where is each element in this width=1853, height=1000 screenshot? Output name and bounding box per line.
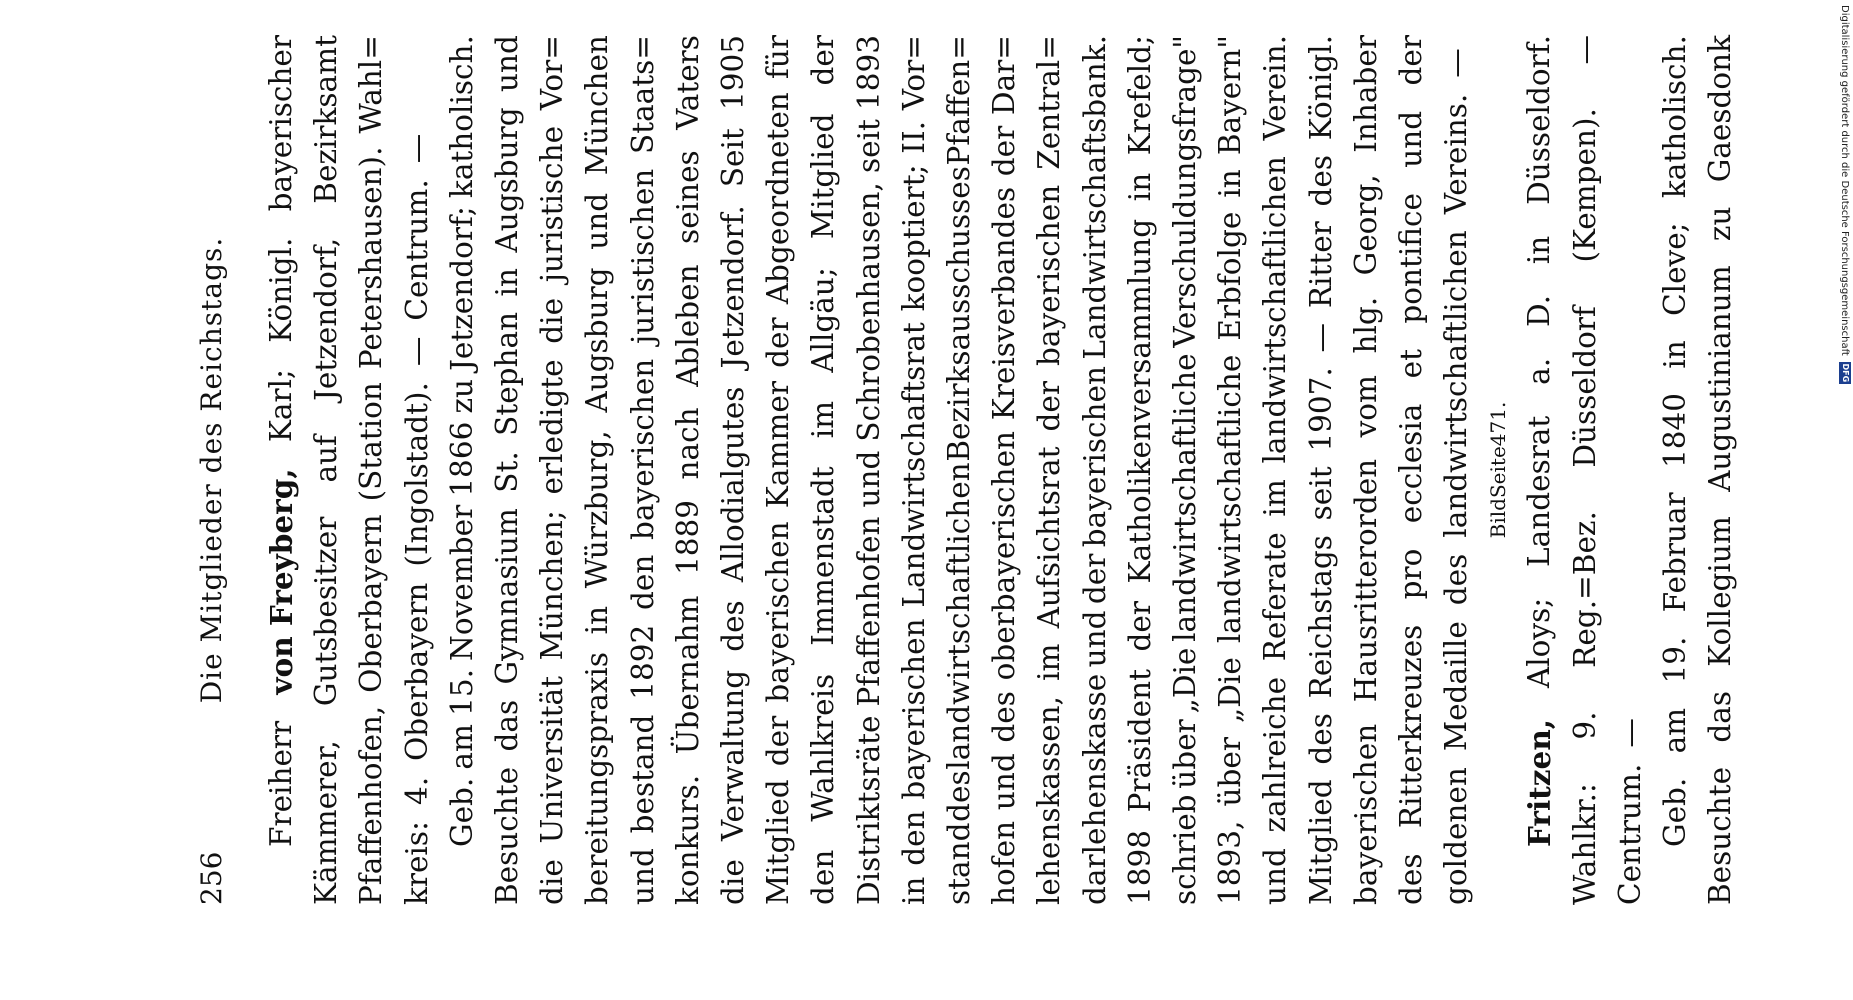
word: Karl; (264, 369, 298, 443)
digitization-credit (1839, 5, 1851, 384)
word: 471. (1486, 401, 1511, 447)
word: juristische (535, 125, 570, 283)
word: und (625, 848, 660, 905)
word: Landesrat (1522, 415, 1557, 567)
word: Medaille (1439, 621, 1474, 752)
word: Augustinianum (1703, 265, 1738, 492)
word: Aloys; (1522, 597, 1557, 689)
word: Inhaber (1348, 35, 1383, 153)
word: Düsseldorf (1567, 306, 1602, 468)
word: Abgeordneten (761, 92, 796, 305)
word: Jetzendorf. (716, 205, 751, 369)
word: 1905 (716, 35, 751, 111)
word: — (399, 133, 434, 164)
word: das (490, 699, 525, 752)
word: Gutsbesitzer (309, 516, 344, 707)
word: landwirtschaftliche (1168, 353, 1203, 642)
word: des (1394, 853, 1429, 905)
word: den (625, 554, 660, 611)
word: der (761, 715, 796, 767)
word: den (806, 849, 841, 905)
word: über (1168, 719, 1203, 789)
word: und (1077, 610, 1112, 668)
word: Verwaltung (716, 669, 751, 842)
word: 1893 (851, 35, 886, 111)
word: Referate (1258, 532, 1293, 662)
word: am (444, 724, 479, 770)
word: hofen (987, 820, 1022, 905)
text-line (1479, 35, 1517, 905)
text-line (847, 35, 892, 905)
word: — (399, 336, 434, 367)
word: des (987, 691, 1022, 743)
word: 1866 (444, 421, 479, 497)
word: Krefeld; (1122, 35, 1157, 156)
text-line (259, 35, 304, 905)
word: Besuchte (1703, 766, 1738, 905)
word: II. (896, 121, 931, 154)
word: Oberbayern (354, 514, 389, 693)
text-line (1434, 35, 1479, 905)
word: Distriktsräte (851, 715, 886, 905)
word: Gymnasium (490, 508, 525, 685)
word: Düsseldorf. (1522, 35, 1557, 205)
text-line (1118, 35, 1163, 905)
text-line (304, 35, 349, 905)
word: Kollegium (1703, 516, 1738, 667)
word: die (535, 859, 570, 905)
word: pontifice (1394, 193, 1429, 324)
text-line (892, 35, 937, 905)
word: der (1077, 553, 1112, 605)
word: Allgäu; (806, 267, 841, 373)
word: seines (670, 150, 705, 244)
running-head (195, 35, 235, 905)
word: bereitungspraxis (580, 652, 615, 905)
word: am (1658, 707, 1693, 754)
word: zu (444, 379, 479, 414)
word: Immenstadt (806, 466, 841, 646)
word: Augsburg (580, 267, 615, 413)
word: Ritterkreuzes (1394, 624, 1429, 829)
word: nach (670, 407, 705, 480)
word: 1907. (1303, 367, 1338, 452)
word: — (1303, 322, 1338, 353)
word: in (1522, 235, 1557, 265)
word: Petershausen). (354, 146, 389, 370)
document-page (195, 35, 1738, 905)
word: katholisch. (1658, 35, 1693, 199)
word: und (1258, 848, 1293, 905)
word: in (1122, 172, 1157, 202)
text-line (1653, 35, 1698, 905)
word: kreis: (399, 821, 434, 905)
word: landwirtschaftliche (1213, 354, 1248, 644)
word: Oberbayern (399, 582, 434, 761)
word: (Ingolstadt). (399, 382, 434, 567)
dfg-logo: DFG (1841, 363, 1850, 383)
name-heading: von Freyberg, (264, 468, 299, 695)
text-line (756, 35, 801, 905)
word: der (1032, 381, 1067, 432)
text-line (1698, 35, 1743, 905)
word: oberbayerischen (987, 430, 1022, 681)
word: Universität (535, 676, 570, 844)
word: konkurs. (670, 774, 705, 905)
word: die (535, 297, 570, 344)
word: Königl. (1303, 35, 1338, 141)
text-line (1389, 35, 1434, 905)
word: 1893, (1213, 820, 1248, 905)
text-line (1344, 35, 1389, 905)
word: Seit (716, 128, 751, 188)
word: München; (535, 510, 570, 661)
word: für (761, 35, 796, 80)
word: und (1394, 110, 1429, 168)
word: den (896, 810, 931, 866)
text-line (621, 35, 666, 905)
word: zu (1703, 206, 1738, 242)
word: Staats= (625, 35, 660, 154)
word: im (1258, 479, 1293, 517)
word: der (806, 35, 841, 86)
word: Centrum. (1612, 763, 1647, 905)
word: Vor= (896, 35, 931, 111)
word: bayerischen (896, 618, 931, 800)
word: Kreisverbandes (987, 186, 1022, 421)
word: auf (309, 435, 344, 483)
word: Centrum. (399, 179, 434, 321)
running-title: Die Mitglieder des Reichstags. (195, 236, 228, 704)
word: landwirtschaftlichen (1439, 230, 1474, 538)
word: Geb. (444, 777, 479, 847)
word: Bezirksausschusses (942, 166, 977, 462)
word: Kämmerer, (309, 740, 344, 905)
word: Hausritterorden (1348, 458, 1383, 703)
word: seit (851, 119, 886, 174)
word: Geb. (1658, 777, 1693, 847)
word: Präsident (1122, 669, 1157, 813)
word: D. (1522, 295, 1557, 328)
word: der (761, 317, 796, 368)
word: in (896, 876, 931, 905)
word: Allodialgutes (716, 386, 751, 583)
body-text (259, 35, 1744, 905)
text-line (530, 35, 575, 905)
word: kooptiert; (896, 164, 931, 312)
text-line (1563, 35, 1608, 905)
word: 15. (444, 669, 479, 716)
word: Reg.=Bez. (1567, 511, 1602, 668)
text-line (937, 35, 982, 905)
word: 9. (1567, 711, 1602, 740)
text-line (801, 35, 846, 905)
word: das (1703, 691, 1738, 743)
word: 19. (1658, 636, 1693, 684)
word: des (1439, 553, 1474, 606)
word: Würzburg, (580, 430, 615, 589)
text-line (666, 35, 711, 905)
word: juristischen (625, 168, 660, 344)
text-line (1163, 35, 1208, 905)
word: Landwirtschaftsbank. (1077, 35, 1112, 360)
word: Verschuldungsfrage" (1168, 35, 1203, 348)
word: St. (490, 451, 525, 493)
word: im (806, 400, 841, 439)
word: Aufsichtsrat (1032, 446, 1067, 629)
word: bayerischen (761, 521, 796, 703)
word: ecclesia (1394, 403, 1429, 524)
word: und (851, 450, 886, 508)
word: des (716, 600, 751, 652)
word: zahlreiche (1258, 676, 1293, 833)
text-line (1517, 35, 1562, 905)
word: in (580, 605, 615, 635)
text-line (1299, 35, 1344, 905)
text-line (1208, 35, 1253, 905)
word: des (1303, 154, 1338, 207)
word: die (716, 859, 751, 905)
word: a. (1522, 357, 1557, 385)
word: Vaters (670, 35, 705, 130)
word: 1840 (1658, 392, 1693, 469)
word: Landwirtschaftsrat (896, 322, 931, 608)
word: — (1612, 718, 1647, 748)
text-line (395, 35, 440, 905)
word: Besuchte (490, 766, 525, 905)
word: seit (1303, 466, 1338, 521)
word: Wahlkr.: (1567, 783, 1602, 905)
word: des (1303, 713, 1338, 765)
word: Kammer (761, 381, 796, 509)
word: bestand (625, 714, 660, 834)
word: Ritter (1303, 221, 1338, 309)
word: Augsburg (490, 107, 525, 253)
word: Vor= (535, 35, 570, 111)
word: bayerischen (1077, 366, 1112, 548)
word: Bild (1486, 498, 1511, 539)
word: Reichstags (1303, 535, 1338, 699)
word: in (1658, 340, 1693, 369)
word: Freiherr (264, 720, 298, 847)
page-number: 256 (195, 851, 228, 905)
word: in (490, 268, 525, 297)
word: Schrobenhausen, (851, 182, 886, 442)
word: Dar= (987, 35, 1022, 116)
word: Mitglied (761, 779, 796, 905)
word: Mitglied (1303, 779, 1338, 905)
text-line (440, 35, 485, 905)
text-line (711, 35, 756, 905)
word: landwirtschaftlichen (1258, 156, 1293, 464)
word: bayerischen (1348, 723, 1383, 905)
word: November (444, 504, 479, 661)
word: (Station (354, 382, 389, 502)
word: der (1122, 601, 1157, 652)
word: erledigte (535, 359, 570, 495)
word: „Die (1213, 657, 1248, 723)
word: vom (1348, 374, 1383, 438)
credit-text: Digitalisierung gefördert durch die Deutsche Forschungsgemeinschaft (1839, 5, 1851, 356)
text-line (1253, 35, 1298, 905)
text-line (349, 35, 394, 905)
word: Mitglied (806, 113, 841, 240)
word: Bayern" (1213, 35, 1248, 156)
word: bayerischen (625, 358, 660, 540)
word: und (490, 35, 525, 92)
word: München (580, 35, 615, 176)
word: Katholikenversammlung (1122, 218, 1157, 584)
word: (Kempen). (1567, 108, 1602, 263)
word: Georg, (1348, 174, 1383, 276)
word: — (1567, 35, 1602, 65)
text-line (1608, 35, 1653, 905)
word: 1892 (625, 624, 660, 700)
word: bayerischen (1032, 184, 1067, 366)
word: der (987, 125, 1022, 177)
word: stand (942, 822, 977, 905)
word: Königl. (264, 237, 298, 343)
word: Jetzendorf, (309, 237, 344, 401)
word: Pfaffenhofen (851, 516, 886, 707)
word: über (1213, 737, 1248, 807)
word: und (580, 192, 615, 250)
word: Wahl= (354, 35, 389, 134)
word: — (1439, 48, 1474, 78)
word: des (942, 770, 977, 822)
word: Übernahm (670, 595, 705, 755)
word: Wahlkreis (806, 673, 841, 822)
word: der (1394, 35, 1429, 86)
text-line (1027, 35, 1072, 905)
word: Seite (1486, 446, 1511, 499)
word: 1889 (670, 499, 705, 576)
word: Februar (1658, 492, 1693, 613)
word: pro (1394, 548, 1429, 600)
word: et (1394, 349, 1429, 379)
word: landwirtschaftlichen (942, 462, 977, 770)
text-line (575, 35, 620, 905)
word: 1898 (1122, 829, 1157, 905)
word: hlg. (1348, 296, 1383, 354)
word: Ableben (670, 264, 705, 387)
word: Cleve; (1658, 222, 1693, 316)
word: katholisch. (444, 35, 479, 199)
word: schrieb (1168, 794, 1203, 905)
text-line (982, 35, 1027, 905)
word: Bezirksamt (309, 35, 344, 204)
word: in (1213, 169, 1248, 198)
word: Vereins. (1439, 93, 1474, 215)
text-line (1073, 35, 1118, 905)
word: Erbfolge (1213, 211, 1248, 341)
word: Stephan (490, 311, 525, 436)
word: im (1032, 643, 1067, 681)
word: „Die (1168, 647, 1203, 714)
word: Verein. (1258, 35, 1293, 141)
word: Pfaffenhofen, (354, 705, 389, 905)
word: Pfaffen= (942, 35, 977, 166)
word: goldenen (1439, 767, 1474, 905)
word: Jetzendorf; (444, 206, 479, 371)
word: lehenskassen, (1032, 695, 1067, 905)
word: bayerischer (264, 35, 298, 212)
word: Zentral= (1032, 35, 1067, 170)
word: und (987, 753, 1022, 811)
word: Gaesdonk (1703, 35, 1738, 183)
text-line (485, 35, 530, 905)
name-heading: Fritzen, (1522, 718, 1558, 847)
word: darlehenskasse (1077, 673, 1112, 905)
word: 4. (399, 776, 434, 806)
